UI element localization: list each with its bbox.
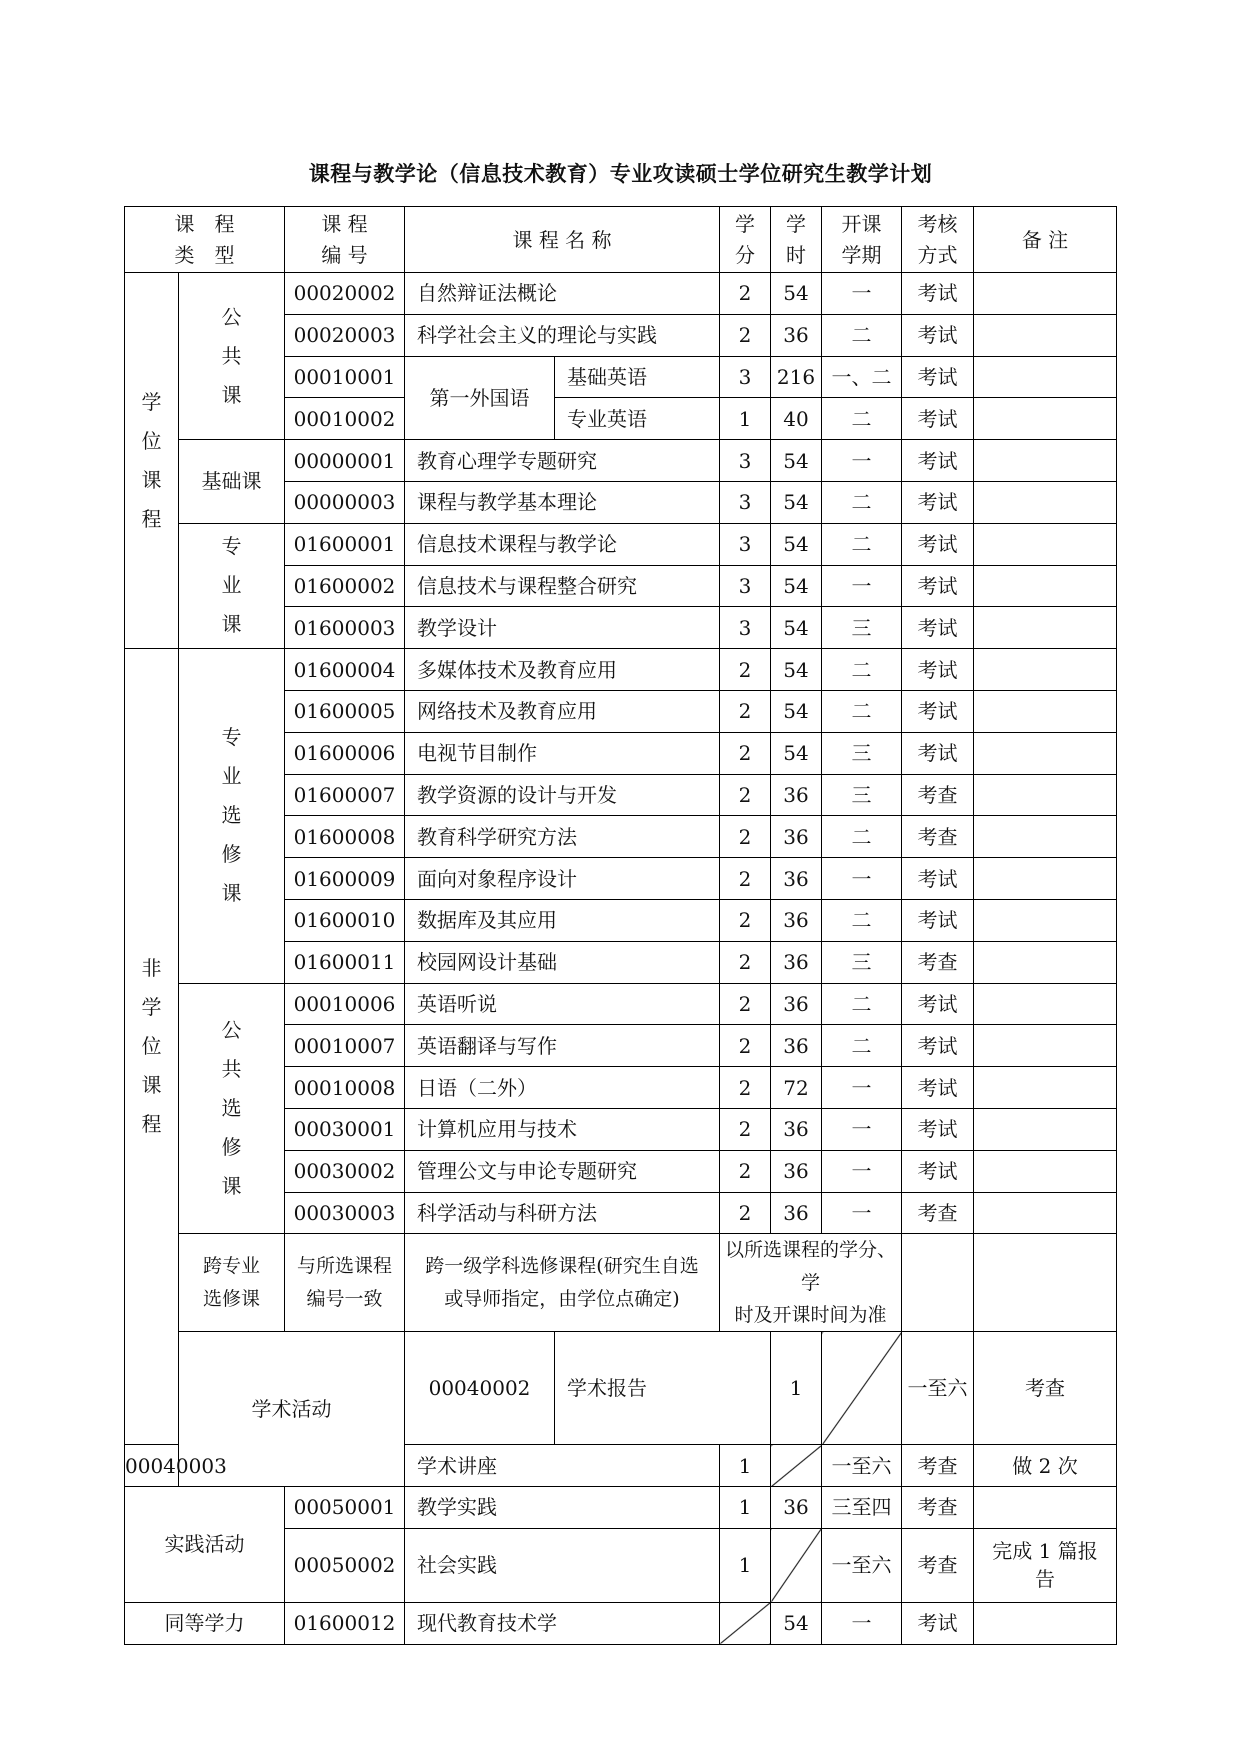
course-code: 00010007 [285, 1025, 405, 1067]
course-name: 教学设计 [405, 607, 720, 649]
course-exam: 考试 [902, 858, 974, 900]
course-hours: 54 [771, 732, 822, 774]
header-remark: 备 注 [974, 207, 1117, 273]
course-credit: 3 [720, 356, 771, 398]
course-credit: 1 [771, 1332, 822, 1445]
course-term: 二 [822, 481, 902, 523]
course-code: 01600008 [285, 816, 405, 858]
course-exam: 考试 [902, 565, 974, 607]
course-term: 三 [822, 732, 902, 774]
course-hours: 36 [771, 1487, 822, 1529]
course-remark [974, 774, 1117, 816]
table-row [125, 523, 1117, 565]
course-term: 二 [822, 1025, 902, 1067]
course-remark [974, 858, 1117, 900]
course-term: 一 [822, 1067, 902, 1109]
table-row [125, 1487, 1117, 1529]
header-row [125, 207, 1117, 273]
course-exam: 考试 [902, 398, 974, 440]
course-name: 科学活动与科研方法 [405, 1192, 720, 1234]
course-term: 二 [822, 649, 902, 691]
course-credit: 2 [720, 858, 771, 900]
course-credit: 3 [720, 607, 771, 649]
course-name: 面向对象程序设计 [405, 858, 720, 900]
course-remark [974, 1067, 1117, 1109]
table-row [125, 1332, 1117, 1445]
table-row [125, 440, 1117, 482]
course-name: 信息技术与课程整合研究 [405, 565, 720, 607]
course-name: 教学实践 [405, 1487, 720, 1529]
course-hours: 54 [771, 523, 822, 565]
course-credit: 2 [720, 774, 771, 816]
course-name: 信息技术课程与教学论 [405, 523, 720, 565]
course-hours: 54 [771, 565, 822, 607]
course-hours: 36 [771, 858, 822, 900]
course-remark [974, 983, 1117, 1025]
empty-cell [902, 1234, 974, 1332]
empty-slash-cell [720, 1602, 771, 1644]
course-name: 专业英语 [555, 398, 720, 440]
group-major-elective: 专 业 选 修 课 [179, 649, 285, 983]
course-remark [974, 565, 1117, 607]
course-code: 00010008 [285, 1067, 405, 1109]
course-term: 一至六 [822, 1445, 902, 1487]
header-course-code: 课 程 编 号 [285, 207, 405, 273]
course-hours: 54 [771, 440, 822, 482]
empty-slash-cell [822, 1332, 902, 1445]
course-name: 学术讲座 [405, 1445, 720, 1487]
course-exam: 考试 [902, 649, 974, 691]
course-code: 00000001 [285, 440, 405, 482]
course-code: 01600009 [285, 858, 405, 900]
cross-course-code: 与所选课程 编号一致 [285, 1234, 405, 1332]
course-credit: 1 [720, 1445, 771, 1487]
group-equivalent-study: 同等学力 [125, 1602, 285, 1644]
course-credit: 2 [720, 899, 771, 941]
course-remark [974, 607, 1117, 649]
course-hours: 36 [771, 1192, 822, 1234]
course-credit: 1 [720, 1528, 771, 1602]
course-name: 教育心理学专题研究 [405, 440, 720, 482]
table-row [125, 1234, 1117, 1332]
course-code: 00010002 [285, 398, 405, 440]
course-hours: 72 [771, 1067, 822, 1109]
course-term: 二 [822, 816, 902, 858]
course-credit: 2 [720, 941, 771, 983]
course-code: 00050002 [285, 1528, 405, 1602]
page-title: 课程与教学论（信息技术教育）专业攻读硕士学位研究生教学计划 [308, 161, 933, 186]
course-hours: 36 [771, 314, 822, 356]
course-hours: 36 [771, 983, 822, 1025]
course-code: 00050001 [285, 1487, 405, 1529]
course-name: 校园网设计基础 [405, 941, 720, 983]
course-credit: 3 [720, 523, 771, 565]
course-hours: 36 [771, 941, 822, 983]
course-name: 学术报告 [555, 1332, 771, 1445]
course-credit: 2 [720, 273, 771, 315]
group-public-courses: 公 共 课 [179, 273, 285, 440]
foreign-language-label: 第一外国语 [405, 356, 555, 440]
course-exam: 考试 [902, 1067, 974, 1109]
course-name: 管理公文与申论专题研究 [405, 1150, 720, 1192]
course-exam: 考查 [902, 1192, 974, 1234]
course-credit: 1 [720, 398, 771, 440]
course-remark: 做 2 次 [974, 1445, 1117, 1487]
course-name: 教育科学研究方法 [405, 816, 720, 858]
course-remark [974, 941, 1117, 983]
course-credit: 2 [720, 1025, 771, 1067]
course-remark [974, 1192, 1117, 1234]
course-credit: 2 [720, 1192, 771, 1234]
course-remark [974, 1150, 1117, 1192]
course-code: 01600005 [285, 690, 405, 732]
course-code: 01600010 [285, 899, 405, 941]
course-remark [974, 1602, 1117, 1644]
course-exam: 考试 [902, 1025, 974, 1067]
header-course-name: 课 程 名 称 [405, 207, 720, 273]
course-term: 一 [822, 273, 902, 315]
course-term: 一 [822, 858, 902, 900]
course-hours: 36 [771, 774, 822, 816]
course-credit: 3 [720, 481, 771, 523]
course-code: 01600001 [285, 523, 405, 565]
header-credit: 学 分 [720, 207, 771, 273]
course-exam: 考试 [902, 523, 974, 565]
table-row [125, 1602, 1117, 1644]
course-remark [974, 440, 1117, 482]
course-code: 00030002 [285, 1150, 405, 1192]
group-major-courses: 专 业 课 [179, 523, 285, 648]
course-hours: 36 [771, 1025, 822, 1067]
group-public-elective: 公 共 选 修 课 [179, 983, 285, 1234]
course-term: 一至六 [902, 1332, 974, 1445]
course-name: 教学资源的设计与开发 [405, 774, 720, 816]
course-term: 三 [822, 774, 902, 816]
course-term: 一 [822, 440, 902, 482]
course-term: 三 [822, 941, 902, 983]
table-row [125, 273, 1117, 315]
course-hours: 54 [771, 1602, 822, 1644]
course-code: 00040003 [125, 1445, 179, 1487]
course-code: 00010006 [285, 983, 405, 1025]
course-credit: 2 [720, 1108, 771, 1150]
course-exam: 考试 [902, 607, 974, 649]
group-basic-courses: 基础课 [179, 440, 285, 524]
course-remark [974, 481, 1117, 523]
course-term: 一 [822, 1602, 902, 1644]
course-hours: 36 [771, 1108, 822, 1150]
course-name: 英语翻译与写作 [405, 1025, 720, 1067]
course-credit: 2 [720, 1150, 771, 1192]
course-term: 一 [822, 565, 902, 607]
course-remark [974, 356, 1117, 398]
header-course-type: 课 程 类 型 [125, 207, 285, 273]
course-code: 00010001 [285, 356, 405, 398]
course-remark [974, 899, 1117, 941]
course-code: 01600007 [285, 774, 405, 816]
course-remark [974, 398, 1117, 440]
course-credit: 3 [720, 440, 771, 482]
course-code: 00030003 [285, 1192, 405, 1234]
course-exam: 考查 [902, 941, 974, 983]
course-code: 01600003 [285, 607, 405, 649]
table-row [125, 983, 1117, 1025]
course-name: 网络技术及教育应用 [405, 690, 720, 732]
course-remark [974, 732, 1117, 774]
course-name: 现代教育技术学 [405, 1602, 720, 1644]
course-term: 一、二 [822, 356, 902, 398]
course-term: 一至六 [822, 1528, 902, 1602]
course-code: 01600002 [285, 565, 405, 607]
course-credit: 2 [720, 983, 771, 1025]
course-exam: 考试 [902, 1108, 974, 1150]
course-exam: 考试 [902, 1150, 974, 1192]
course-term: 一 [822, 1192, 902, 1234]
course-hours: 36 [771, 816, 822, 858]
course-hours: 54 [771, 607, 822, 649]
course-remark [974, 816, 1117, 858]
course-code: 00020003 [285, 314, 405, 356]
header-term: 开课 学期 [822, 207, 902, 273]
group-academic-activities: 学术活动 [179, 1332, 405, 1487]
course-exam: 考查 [902, 1528, 974, 1602]
course-exam: 考试 [902, 690, 974, 732]
course-exam: 考查 [902, 774, 974, 816]
course-name: 科学社会主义的理论与实践 [405, 314, 720, 356]
empty-slash-cell [771, 1528, 822, 1602]
course-term: 一 [822, 1108, 902, 1150]
course-name: 电视节目制作 [405, 732, 720, 774]
course-name: 多媒体技术及教育应用 [405, 649, 720, 691]
course-credit: 3 [720, 565, 771, 607]
course-credit: 2 [720, 314, 771, 356]
course-code: 00040002 [405, 1332, 555, 1445]
cross-course-name: 跨一级学科选修课程(研究生自选 或导师指定，由学位点确定) [405, 1234, 720, 1332]
course-term: 三至四 [822, 1487, 902, 1529]
course-hours: 54 [771, 649, 822, 691]
course-exam: 考查 [902, 1487, 974, 1529]
course-credit: 2 [720, 816, 771, 858]
course-exam: 考查 [902, 816, 974, 858]
course-remark [974, 690, 1117, 732]
course-term: 二 [822, 899, 902, 941]
group-degree-courses: 学 位 课 程 [125, 273, 179, 649]
course-credit: 2 [720, 732, 771, 774]
header-exam: 考核 方式 [902, 207, 974, 273]
course-term: 二 [822, 523, 902, 565]
course-remark [974, 523, 1117, 565]
empty-cell [974, 1234, 1117, 1332]
course-name: 基础英语 [555, 356, 720, 398]
course-code: 00000003 [285, 481, 405, 523]
course-exam: 考试 [902, 356, 974, 398]
course-name: 自然辩证法概论 [405, 273, 720, 315]
course-exam: 考试 [902, 314, 974, 356]
course-hours: 54 [771, 690, 822, 732]
course-exam: 考试 [902, 481, 974, 523]
course-remark: 完成 1 篇报 告 [974, 1528, 1117, 1602]
group-nondegree-courses: 非 学 位 课 程 [125, 649, 179, 1445]
course-hours: 36 [771, 1150, 822, 1192]
course-term: 一 [822, 1150, 902, 1192]
course-remark [974, 314, 1117, 356]
course-term: 二 [822, 314, 902, 356]
course-name: 课程与教学基本理论 [405, 481, 720, 523]
table-row [125, 649, 1117, 691]
course-name: 英语听说 [405, 983, 720, 1025]
course-exam: 考试 [902, 1602, 974, 1644]
course-remark [974, 273, 1117, 315]
course-code: 00030001 [285, 1108, 405, 1150]
course-remark [974, 1108, 1117, 1150]
course-code: 01600011 [285, 941, 405, 983]
course-name: 数据库及其应用 [405, 899, 720, 941]
cross-course-credit-hours: 以所选课程的学分、学 时及开课时间为准 [720, 1234, 902, 1332]
course-exam: 考试 [902, 273, 974, 315]
course-term: 二 [822, 398, 902, 440]
course-exam: 考查 [974, 1332, 1117, 1445]
course-credit: 2 [720, 649, 771, 691]
course-term: 三 [822, 607, 902, 649]
course-exam: 考试 [902, 440, 974, 482]
course-name: 计算机应用与技术 [405, 1108, 720, 1150]
course-code: 01600012 [285, 1602, 405, 1644]
course-name: 社会实践 [405, 1528, 720, 1602]
course-hours: 40 [771, 398, 822, 440]
course-hours: 36 [771, 899, 822, 941]
course-hours: 54 [771, 481, 822, 523]
course-hours: 216 [771, 356, 822, 398]
course-name: 日语（二外） [405, 1067, 720, 1109]
empty-slash-cell [771, 1445, 822, 1487]
curriculum-table [124, 206, 1117, 1645]
course-code: 01600004 [285, 649, 405, 691]
course-exam: 考试 [902, 983, 974, 1025]
group-practice-activities: 实践活动 [125, 1487, 285, 1603]
course-exam: 考试 [902, 732, 974, 774]
course-code: 01600006 [285, 732, 405, 774]
course-credit: 2 [720, 1067, 771, 1109]
course-remark [974, 1487, 1117, 1529]
course-exam: 考试 [902, 899, 974, 941]
course-code: 00020002 [285, 273, 405, 315]
course-remark [974, 649, 1117, 691]
course-hours: 54 [771, 273, 822, 315]
course-remark [974, 1025, 1117, 1067]
course-term: 二 [822, 690, 902, 732]
course-credit: 1 [720, 1487, 771, 1529]
header-hours: 学 时 [771, 207, 822, 273]
group-cross-elective: 跨专业 选修课 [179, 1234, 285, 1332]
course-exam: 考查 [902, 1445, 974, 1487]
course-term: 二 [822, 983, 902, 1025]
course-credit: 2 [720, 690, 771, 732]
